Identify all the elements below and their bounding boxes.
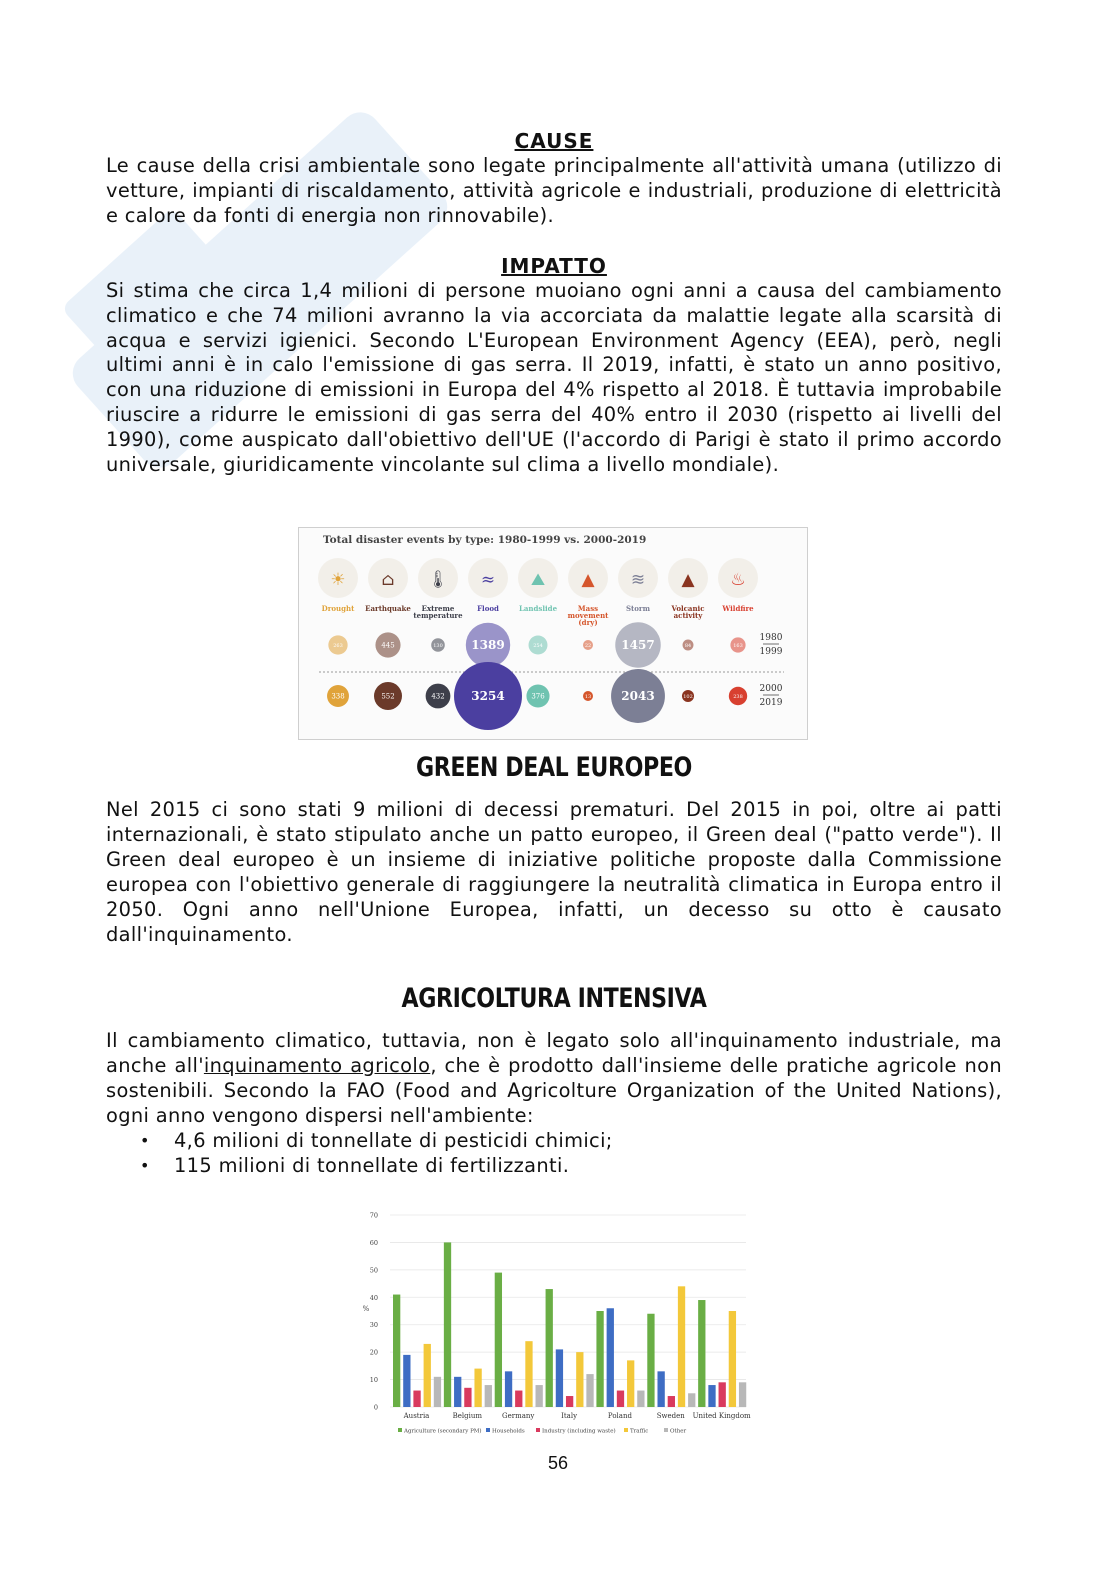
heading-green-deal: GREEN DEAL EUROPEO	[416, 751, 692, 783]
agricoltura-underlined-term: inquinamento agricolo	[203, 1054, 431, 1078]
agricoltura-text-after: , che è prodotto dall'insieme delle pratiche agricole non sostenibili. Secondo la FAO (Food and Agricolture Organization of the United Nations), ogni anno vengono dispersi nell'ambiente:	[106, 1054, 1002, 1128]
bar-4-3	[627, 1360, 634, 1407]
storm-icon	[618, 558, 658, 598]
legend-label: Other	[670, 1428, 687, 1435]
legend-swatch	[536, 1428, 540, 1432]
paragraph-green-deal: Nel 2015 ci sono stati 9 milioni di decessi prematuri. Del 2015 in poi, oltre ai patti internazionali, è stato stipulato anche un patto europeo, il Green deal ("patto verde"). Il Green deal europeo è un insieme di iniziative politiche proposte dalla Commissione europea con l'obiettivo generale di raggiungere la neutralità climatica in Europa entro il 2050. Ogni anno nell'Unione Europea, infatti, un decesso su otto è causato dall'inquinamento.	[106, 797, 1002, 946]
y-tick-label: 50	[369, 1266, 378, 1275]
y-tick-label: 40	[369, 1293, 378, 1302]
x-category-label: Austria	[403, 1412, 430, 1420]
heading-impatto: IMPATTO	[501, 253, 607, 278]
bubble-value-label: 263	[333, 642, 343, 649]
wildfire-icon	[718, 558, 758, 598]
volcano-icon	[668, 558, 708, 598]
period-label-top: 2000	[759, 684, 783, 694]
legend-label: Households	[492, 1428, 525, 1435]
bar-5-0	[647, 1314, 654, 1407]
storm-icon-glyph: ≋	[630, 570, 646, 590]
paragraph-impatto: Si stima che circa 1,4 milioni di persone muoiano ogni anni a causa del cambiamento climatico e che 74 milioni avranno la via accorciata da malattie legate alla scarsità di acqua e servizi igienici. Secondo L'European Environment Agency (EEA), però, negli ultimi anni è in calo l'emissione di gas serra. Il 2019, infatti, è stato un anno positivo, con una riduzione di emissioni in Europa del 4% rispetto al 2018. È tuttavia improbabile riuscire a ridurre le emissioni di gas serra del 40% entro il 2030 (rispetto ai livelli del 1990), come auspicato dall'obiettivo dell'UE (l'accordo di Parigi è stato il primo accordo universale, giuridicamente vincolante sul clima a livello mondiale).	[106, 278, 1002, 477]
pm-sources-figure	[358, 1205, 758, 1445]
x-category-label: Sweden	[656, 1412, 685, 1420]
bar-3-1	[556, 1349, 563, 1407]
period-label-bottom: 2019	[759, 698, 783, 708]
page-number: 56	[547, 1453, 569, 1473]
y-tick-label: 30	[369, 1321, 378, 1330]
bar-0-2	[413, 1391, 420, 1407]
category-label: Volcanic	[671, 604, 705, 613]
y-tick-label: 70	[369, 1211, 378, 1220]
bar-4-1	[607, 1308, 614, 1407]
bar-3-3	[576, 1352, 583, 1407]
bubble-value-label: 238	[733, 693, 743, 700]
paragraph-agricoltura	[106, 1029, 1002, 1129]
bar-5-1	[657, 1371, 664, 1407]
bubble-value-label: 338	[331, 692, 345, 701]
x-category-label: Germany	[502, 1412, 535, 1420]
bar-6-2	[719, 1382, 726, 1407]
bubble-value-label: 254	[533, 642, 543, 649]
legend-swatch	[398, 1428, 402, 1432]
bar-5-2	[668, 1396, 675, 1407]
thermometer-icon-glyph: 🌡	[427, 570, 449, 590]
y-tick-label: 60	[369, 1238, 378, 1247]
drought-icon-glyph: ☀	[330, 570, 346, 590]
pm-sources-bar-chart	[358, 1205, 758, 1445]
legend-swatch	[624, 1428, 628, 1432]
x-category-label: Italy	[561, 1412, 578, 1420]
category-label: Earthquake	[365, 604, 411, 613]
earthquake-icon	[368, 558, 408, 598]
bar-1-2	[464, 1388, 471, 1407]
bubble-value-label: 1457	[621, 638, 655, 653]
bar-1-1	[454, 1377, 461, 1407]
fao-bullet-list	[106, 1129, 1002, 1179]
bar-0-0	[393, 1295, 400, 1407]
category-label: Storm	[625, 604, 651, 613]
bar-6-4	[739, 1382, 746, 1407]
bubble-value-label: 3254	[471, 689, 505, 704]
category-label: Wildfire	[722, 604, 754, 613]
earthquake-icon-glyph: ⌂	[381, 570, 395, 590]
bar-2-0	[495, 1273, 502, 1407]
legend-label: Traffic	[630, 1428, 649, 1435]
x-category-label: Poland	[607, 1412, 632, 1420]
category-label: movement	[567, 611, 609, 620]
bar-3-4	[586, 1374, 593, 1407]
category-label: temperature	[413, 611, 463, 620]
bubble-value-label: 432	[431, 692, 445, 701]
bubble-value-label: 13	[584, 693, 592, 700]
bar-2-3	[525, 1341, 532, 1407]
category-label: Landslide	[518, 604, 558, 613]
bubble-value-label: 552	[381, 692, 395, 701]
flood-icon	[468, 558, 508, 598]
bar-2-2	[515, 1391, 522, 1407]
bubble-chart-title: Total disaster events by type: 1980-1999 vs. 2000-2019	[323, 534, 647, 546]
category-label: (dry)	[578, 618, 598, 627]
agricoltura-text-before: Il cambiamento climatico, tuttavia, non è legato solo all'inquinamento industriale, ma anche all'	[106, 1029, 1002, 1078]
bubble-value-label: 376	[531, 692, 545, 701]
thermometer-icon	[418, 558, 458, 598]
bar-0-4	[434, 1377, 441, 1407]
y-tick-label: 10	[369, 1376, 378, 1385]
mass-movement-icon-glyph: ▲	[581, 570, 595, 590]
bar-4-4	[637, 1391, 644, 1407]
heading-cause: CAUSE	[514, 129, 594, 153]
period-label-top: 1980	[759, 633, 783, 643]
bubble-value-label: 445	[381, 641, 395, 650]
bar-2-4	[536, 1385, 543, 1407]
bubble-value-label: 2043	[621, 689, 655, 704]
legend-swatch	[664, 1428, 668, 1432]
bar-6-1	[708, 1385, 715, 1407]
disaster-events-figure	[298, 527, 808, 740]
x-category-label: United Kingdom	[692, 1412, 751, 1420]
bar-0-3	[424, 1344, 431, 1407]
bubble-value-label: 163	[733, 642, 743, 649]
category-label: Flood	[477, 604, 499, 613]
disaster-bubble-chart	[299, 528, 807, 739]
bar-0-1	[403, 1355, 410, 1407]
paragraph-cause: Le cause della crisi ambientale sono legate principalmente all'attività umana (utilizzo di vetture, impianti di riscaldamento, attività agricole e industriali, produzione di elettricità e calore da fonti di energia non rinnovabile).	[106, 154, 1002, 227]
wildfire-icon-glyph: ♨	[730, 570, 746, 590]
bar-1-0	[444, 1242, 451, 1407]
period-label-bottom: 1999	[759, 647, 783, 657]
bar-5-4	[688, 1393, 695, 1407]
bubble-value-label: 84	[684, 642, 692, 649]
flood-icon-glyph: ≈	[480, 570, 496, 590]
bar-2-1	[505, 1371, 512, 1407]
bubble-value-label: 130	[433, 642, 443, 649]
category-label: Extreme	[421, 604, 455, 613]
legend-swatch	[486, 1428, 490, 1432]
bar-5-3	[678, 1286, 685, 1407]
legend-label: Industry (including waste)	[542, 1428, 616, 1435]
bar-3-0	[546, 1289, 553, 1407]
landslide-icon	[518, 558, 558, 598]
bar-1-3	[474, 1369, 481, 1407]
bar-1-4	[485, 1385, 492, 1407]
bar-6-0	[698, 1300, 705, 1407]
legend-label: Agriculture (secondary PM)	[404, 1428, 482, 1435]
category-label: activity	[673, 611, 703, 620]
y-axis-label: %	[362, 1305, 370, 1313]
x-category-label: Belgium	[452, 1412, 483, 1420]
category-label: Drought	[321, 604, 355, 613]
volcano-icon-glyph: ▲	[681, 570, 695, 590]
bubble-value-label: 102	[683, 693, 693, 700]
landslide-icon-glyph: ⛰	[530, 570, 546, 590]
bar-3-2	[566, 1396, 573, 1407]
bullet-fertilizzanti: • 115 milioni di tonnellate di fertilizzanti.	[174, 1154, 1002, 1179]
bubble-value-label: 1389	[471, 638, 505, 653]
mass-movement-icon	[568, 558, 608, 598]
y-tick-label: 0	[373, 1403, 378, 1412]
y-tick-label: 20	[369, 1348, 378, 1357]
bubble-value-label: 22	[584, 642, 592, 649]
heading-agricoltura: AGRICOLTURA INTENSIVA	[401, 983, 707, 1015]
bar-4-0	[596, 1311, 603, 1407]
drought-icon	[318, 558, 358, 598]
bar-4-2	[617, 1391, 624, 1407]
bar-6-3	[729, 1311, 736, 1407]
category-label: Mass	[577, 604, 599, 613]
bullet-pesticidi: • 4,6 milioni di tonnellate di pesticidi chimici;	[174, 1129, 1002, 1154]
